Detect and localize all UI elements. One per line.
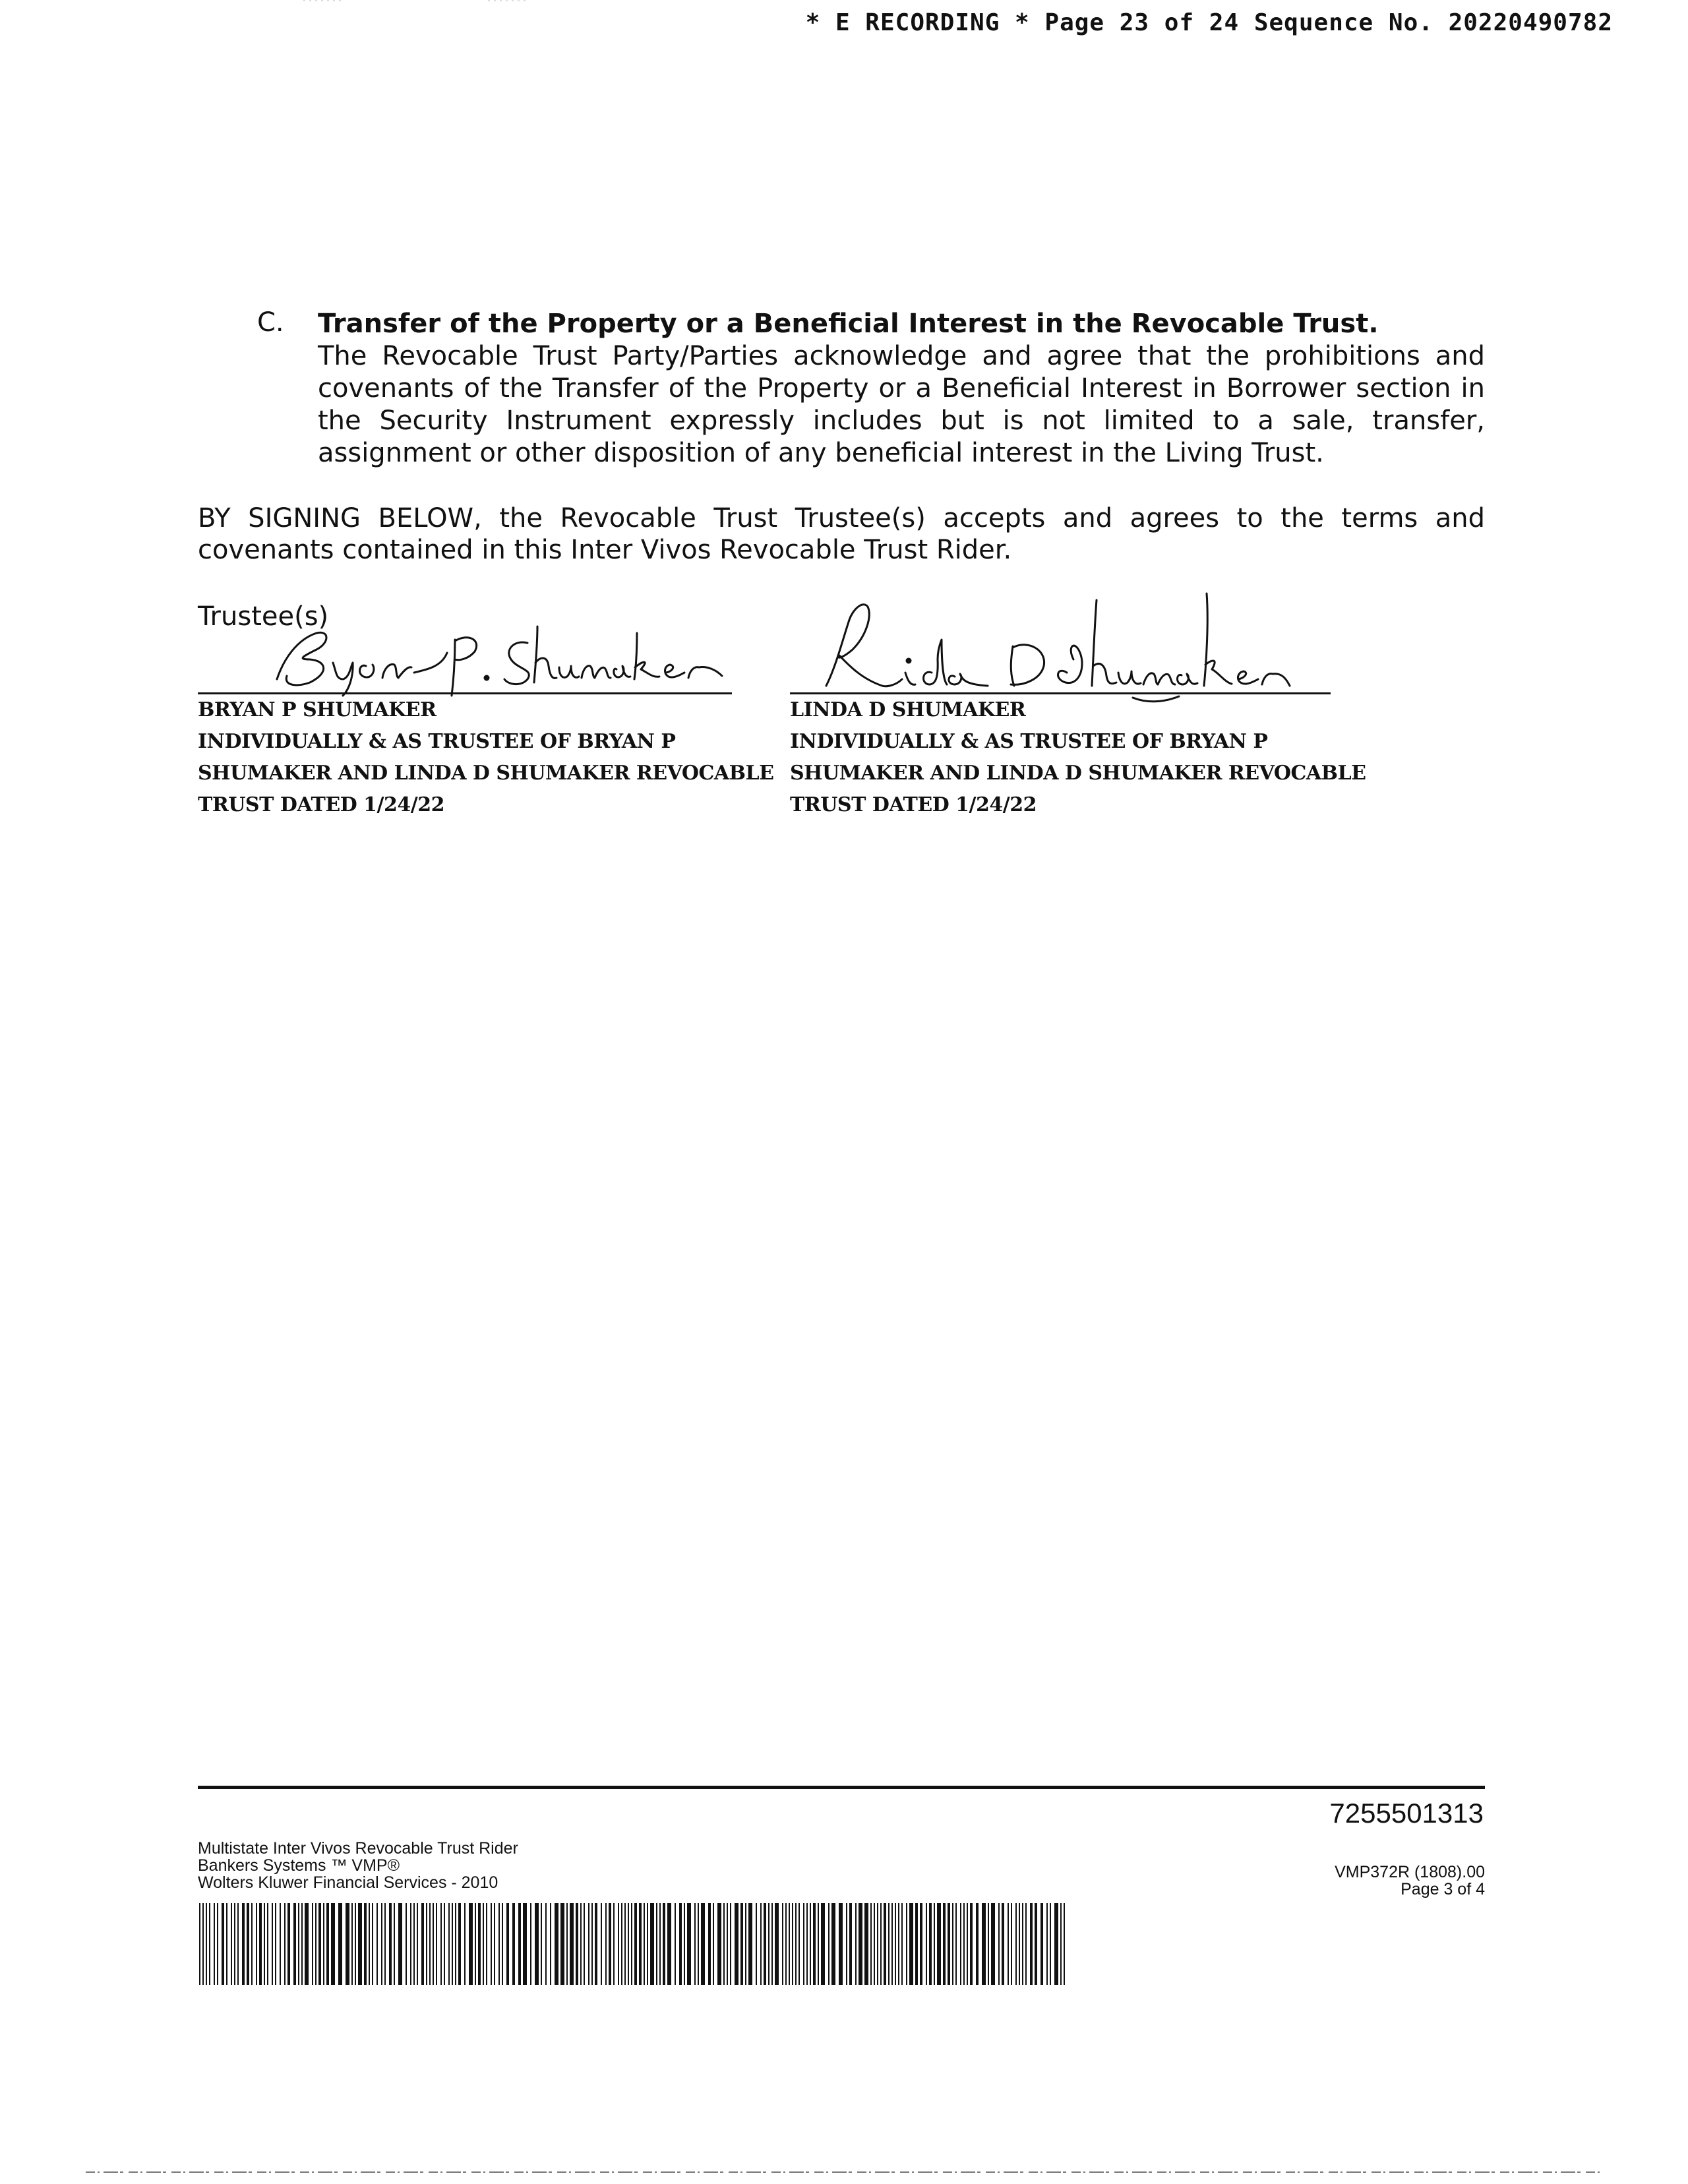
barcode-bar [1022,1903,1023,1985]
barcode-bar [576,1903,578,1985]
barcode-bar [381,1903,382,1985]
barcode-bar [846,1903,847,1985]
handwritten-signature-bryan [237,613,738,706]
form-title: Multistate Inter Vivos Revocable Trust Rider [198,1839,518,1858]
barcode-bar [952,1903,953,1985]
barcode-bar [631,1903,632,1985]
barcode-bar [217,1903,218,1985]
barcode-bar [237,1903,239,1985]
barcode-bar [364,1903,367,1985]
barcode-bar [426,1903,427,1985]
barcode-bar [1008,1903,1009,1985]
barcode-bar [541,1903,542,1985]
barcode-bar [280,1903,281,1985]
barcode-bar [813,1903,816,1985]
barcode-bar [315,1903,316,1985]
barcode-bar [929,1903,932,1985]
barcode-bar [502,1903,503,1985]
barcode-bar [810,1903,811,1985]
barcode-bar [202,1903,204,1985]
barcode-bar [624,1903,626,1985]
barcode-bar [369,1903,370,1985]
barcode-bar [1050,1903,1051,1985]
form-publisher: Bankers Systems ™ VMP® [198,1856,400,1875]
barcode-bar [584,1903,585,1985]
barcode-bar [605,1903,607,1985]
barcode-bar [803,1903,804,1985]
barcode-bar [675,1903,676,1985]
barcode-bar [659,1903,661,1985]
barcode-bar [1015,1903,1017,1985]
barcode-bar [566,1903,568,1985]
barcode-bar [955,1903,957,1985]
barcode-bar [740,1903,743,1985]
barcode-bar [491,1903,492,1985]
barcode-bar [469,1903,473,1985]
barcode-bar [618,1903,619,1985]
barcode-bar [859,1903,862,1985]
barcode-bar [644,1903,645,1985]
barcode-bar [298,1903,299,1985]
barcode-bar [410,1903,411,1985]
barcode-bar [799,1903,800,1985]
section-title: Transfer of the Property or a Beneficial Interest in the Revocable Trust. [318,309,1379,339]
barcode-bar [275,1903,276,1985]
barcode-bar [1054,1903,1058,1985]
barcode-bar [234,1903,235,1985]
barcode-bar [494,1903,495,1985]
section-letter: C. [257,307,284,338]
barcode-bar [934,1903,935,1985]
barcode-bar [694,1903,696,1985]
barcode-bar [609,1903,611,1985]
barcode-bar [377,1903,378,1985]
barcode-bar [874,1903,875,1985]
barcode-bar [436,1903,437,1985]
barcode-bar [398,1903,402,1985]
barcode-bar [560,1903,564,1985]
barcode-bar [831,1903,835,1985]
barcode-bar [717,1903,721,1985]
barcode-bar [656,1903,657,1985]
barcode-bar [1064,1903,1065,1985]
barcode-bar [545,1903,547,1985]
barcode-bar [698,1903,699,1985]
barcode-bar [588,1903,589,1985]
capacity-line: SHUMAKER AND LINDA D SHUMAKER REVOCABLE [198,762,774,785]
barcode-bar [293,1903,296,1985]
trustee-label: Trustee(s) [198,601,329,632]
barcode-bar [888,1903,889,1985]
barcode-bar [372,1903,373,1985]
barcode-bar [909,1903,913,1985]
barcode-bar [475,1903,476,1985]
barcode-bar [687,1903,691,1985]
barcode-bar [684,1903,685,1985]
barcode-bar [455,1903,456,1985]
capacity-line: TRUST DATED 1/24/22 [790,793,1037,816]
barcode-bar [523,1903,527,1985]
barcode-bar [920,1903,922,1985]
barcode-bar [1030,1903,1033,1985]
barcode-bar [518,1903,521,1985]
barcode-bar [312,1903,313,1985]
barcode-bar [937,1903,941,1985]
barcode-bar [785,1903,787,1985]
barcode-bar [591,1903,593,1985]
scan-artifact-top [303,0,567,2]
barcode-bar [884,1903,886,1985]
barcode-bar [498,1903,500,1985]
barcode-bar [679,1903,682,1985]
barcode-bar [713,1903,714,1985]
signatory-name: BRYAN P SHUMAKER [198,698,437,721]
barcode-bar [242,1903,245,1985]
barcode-bar [1040,1903,1043,1985]
barcode-bar [723,1903,725,1985]
barcode-bar [535,1903,539,1985]
barcode-bar [970,1903,973,1985]
barcode-bar [976,1903,979,1985]
barcode-bar [1002,1903,1004,1985]
barcode-bar [331,1903,335,1985]
barcode-bar [745,1903,746,1985]
capacity-line: SHUMAKER AND LINDA D SHUMAKER REVOCABLE [790,762,1366,785]
scan-artifact-bottom [86,2171,1602,2173]
barcode-bar [358,1903,362,1985]
barcode-bar [305,1903,309,1985]
barcode-bar [338,1903,342,1985]
barcode-bar [730,1903,731,1985]
signature-block-linda [790,692,1366,821]
barcode-bar [701,1903,705,1985]
form-code-block [1335,1864,1485,1898]
barcode-bar [775,1903,779,1985]
barcode-bar [406,1903,407,1985]
barcode-bar [764,1903,766,1985]
barcode-bar [417,1903,418,1985]
barcode-bar [464,1903,466,1985]
barcode-bar [792,1903,793,1985]
signatory-name: LINDA D SHUMAKER [790,698,1026,721]
barcode-bar [628,1903,629,1985]
section-body [318,307,1485,470]
barcode-bar [267,1903,268,1985]
barcode-bar [580,1903,582,1985]
barcode-bar [864,1903,868,1985]
barcode-bar [256,1903,257,1985]
form-copyright: Wolters Kluwer Financial Services - 2010 [198,1873,498,1892]
signature-block-bryan [198,692,774,821]
form-code: VMP372R (1808).00 [1335,1863,1485,1881]
barcode-bar [870,1903,872,1985]
barcode-bar [272,1903,273,1985]
barcode-bar [506,1903,509,1985]
barcode-bar [782,1903,783,1985]
barcode-bar [389,1903,392,1985]
capacity-line: INDIVIDUALLY & AS TRUSTEE OF BRYAN P [790,730,1268,753]
barcode-bar [452,1903,453,1985]
barcode-bar [828,1903,829,1985]
footer-rule [198,1786,1485,1789]
barcode-bar [601,1903,602,1985]
barcode-bar [988,1903,989,1985]
signing-statement: BY SIGNING BELOW, the Revocable Trust Trustee(s) accepts and agrees to the terms and covenants contained in this Inter Vivos Revocable Trust Rider. [198,503,1485,565]
barcode-bar [478,1903,481,1985]
barcode-bar [967,1903,968,1985]
barcode-bar [483,1903,484,1985]
barcode-bar [991,1903,995,1985]
barcode-bar [1035,1903,1037,1985]
barcode-bar [926,1903,927,1985]
barcode-bar [323,1903,324,1985]
barcode-bar [650,1903,654,1985]
barcode-bar [901,1903,903,1985]
barcode-bar [384,1903,386,1985]
barcode-bar [458,1903,461,1985]
handwritten-signature-linda [790,587,1331,712]
barcode-bar [898,1903,899,1985]
barcode-bar [326,1903,329,1985]
barcode-bar [351,1903,353,1985]
barcode-bar [748,1903,752,1985]
barcode-bar [199,1903,200,1985]
barcode-bar [789,1903,790,1985]
barcode-bar [346,1903,349,1985]
barcode-bar [318,1903,321,1985]
barcode-bar [756,1903,757,1985]
barcode-bar [394,1903,395,1985]
recording-header: * E RECORDING * Page 23 of 24 Sequence No. 20220490782 [805,9,1613,36]
barcode-bar [795,1903,797,1985]
barcode-bar [906,1903,907,1985]
barcode-bar [247,1903,249,1985]
capacity-line: INDIVIDUALLY & AS TRUSTEE OF BRYAN P [198,730,676,753]
barcode-bar [613,1903,615,1985]
barcode-bar [1025,1903,1027,1985]
barcode-bar [570,1903,574,1985]
barcode-bar [355,1903,356,1985]
barcode-bar [209,1903,210,1985]
barcode-bar [727,1903,728,1985]
barcode-bar [429,1903,431,1985]
barcode-bar [849,1903,852,1985]
barcode-bar [667,1903,671,1985]
section-paragraph: The Revocable Trust Party/Parties acknowledge and agree that the prohibitions and covenants of the Transfer of the Property or a Beneficial Interest in Borrower section in the Security Instrument expressly includes but is not limited to a sale, transfer, assignment or other disposition of any beneficial interest in the Living Trust. [318,341,1485,468]
barcode-bar [855,1903,857,1985]
barcode-bar [448,1903,450,1985]
form-info [198,1840,518,1891]
barcode-bar [413,1903,415,1985]
barcode-bar [880,1903,882,1985]
barcode-bar [1060,1903,1062,1985]
barcode-bar [440,1903,442,1985]
capacity-line: TRUST DATED 1/24/22 [198,793,444,816]
barcode-bar [998,1903,1000,1985]
barcode-bar [639,1903,642,1985]
barcode-bar [948,1903,950,1985]
barcode-bar [771,1903,773,1985]
barcode-bar [960,1903,961,1985]
barcode-bar [895,1903,896,1985]
barcode-bar [663,1903,665,1985]
barcode-bar [595,1903,597,1985]
barcode-bar [943,1903,946,1985]
barcode-bar [226,1903,227,1985]
barcode-bar [206,1903,207,1985]
barcode-bar [433,1903,434,1985]
barcode-bar [915,1903,918,1985]
loan-number: 7255501313 [1329,1798,1484,1829]
barcode-bar [301,1903,303,1985]
barcode-bar [555,1903,558,1985]
barcode-bar [963,1903,965,1985]
barcode-bar [818,1903,819,1985]
barcode-bar [1011,1903,1012,1985]
barcode-bar [530,1903,531,1985]
barcode-bar [264,1903,265,1985]
barcode-bar [877,1903,878,1985]
barcode-bar [512,1903,515,1985]
barcode-bar [621,1903,622,1985]
barcode-bar [259,1903,262,1985]
barcode-bar [486,1903,487,1985]
barcode-bar [821,1903,825,1985]
barcode-bar [231,1903,232,1985]
barcode-bar [251,1903,253,1985]
barcode-bar [550,1903,551,1985]
barcode-bar [634,1903,637,1985]
barcode-bar [891,1903,893,1985]
barcode-bar [647,1903,648,1985]
barcode [198,1903,1068,1985]
barcode-bar [806,1903,808,1985]
barcode-bar [287,1903,290,1985]
barcode-bar [982,1903,986,1985]
barcode-bar [1046,1903,1048,1985]
barcode-bar [735,1903,738,1985]
barcode-bar [444,1903,445,1985]
barcode-bar [284,1903,286,1985]
barcode-bar [768,1903,769,1985]
barcode-bar [421,1903,424,1985]
page-number: Page 3 of 4 [1401,1880,1485,1898]
barcode-bar [1019,1903,1020,1985]
barcode-bar [222,1903,224,1985]
barcode-bar [839,1903,843,1985]
barcode-bar [760,1903,762,1985]
barcode-bar [214,1903,215,1985]
barcode-bar [708,1903,711,1985]
